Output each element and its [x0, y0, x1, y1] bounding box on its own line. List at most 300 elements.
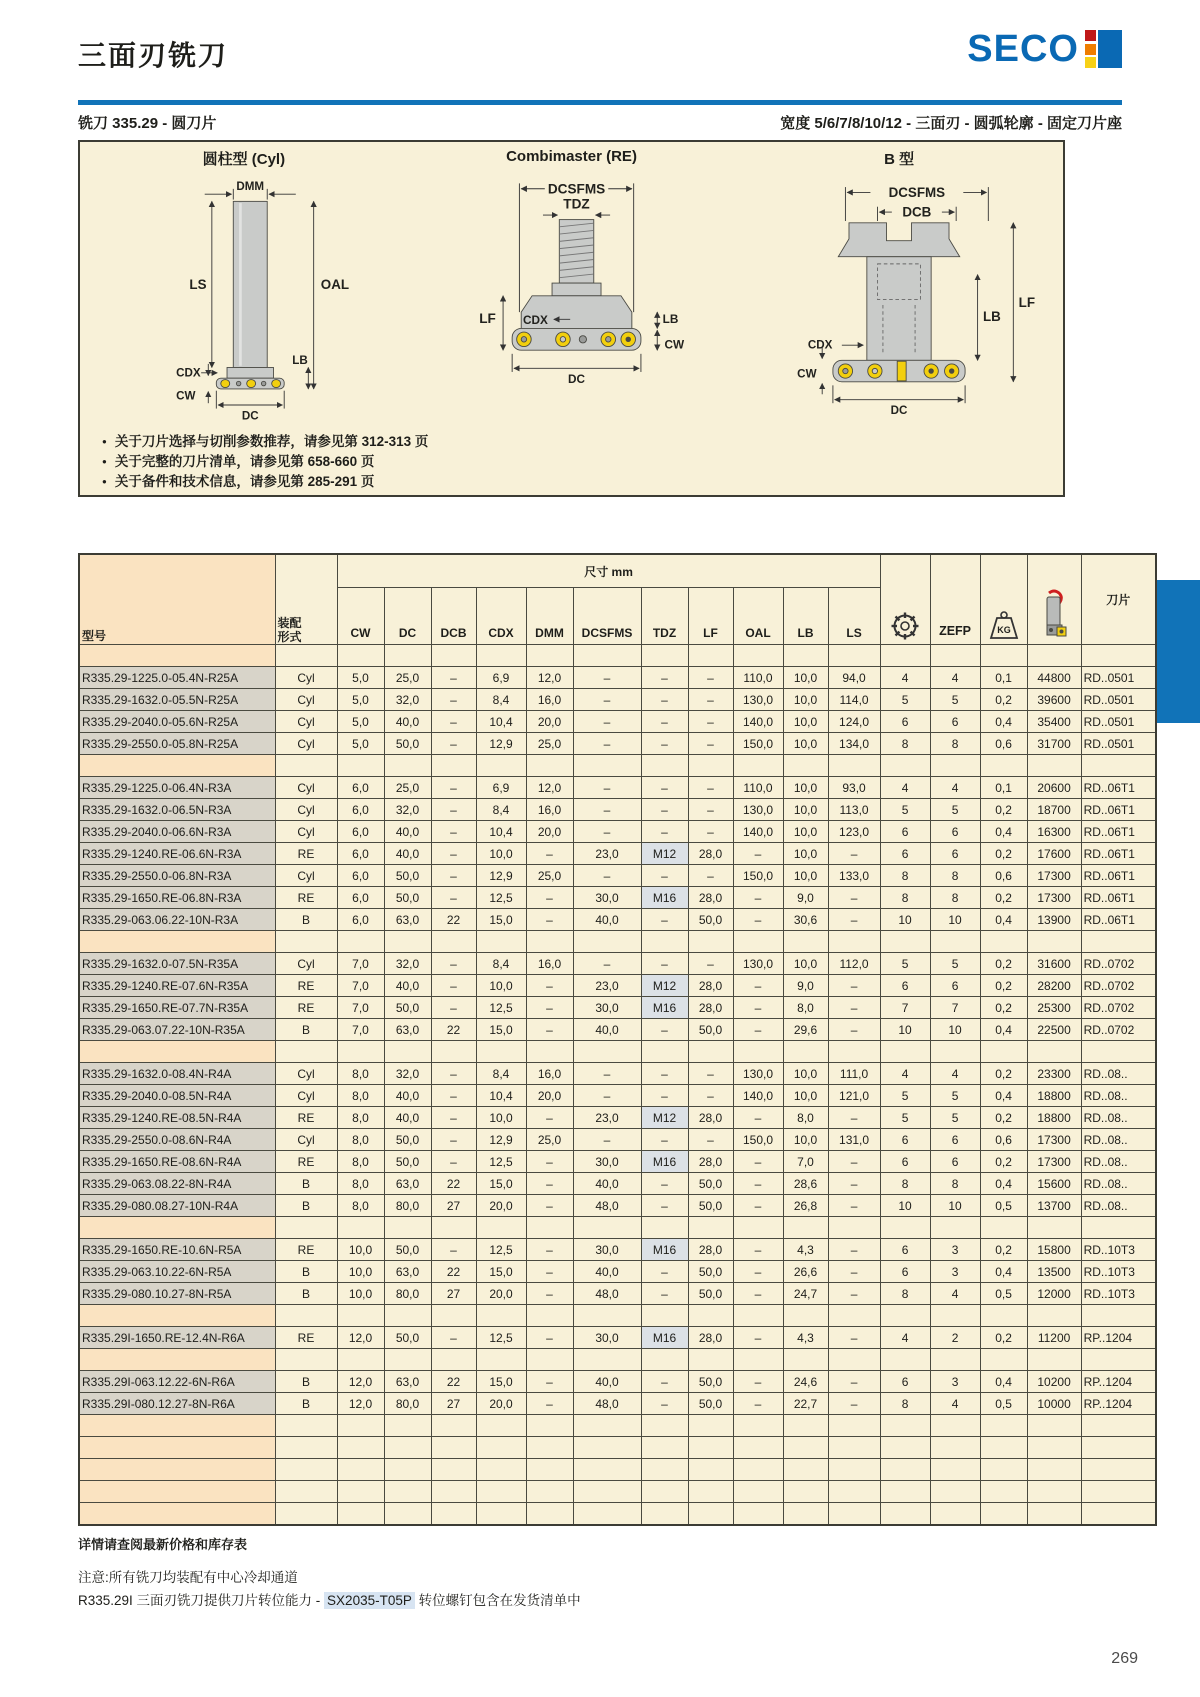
value-cell: 23,0 [573, 843, 641, 865]
value-cell: 20600 [1027, 777, 1081, 799]
value-cell: 27 [431, 1393, 476, 1415]
value-cell: 8,0 [337, 1085, 384, 1107]
value-cell: – [526, 1261, 573, 1283]
thread-size-cell: M16 [641, 1327, 688, 1349]
value-cell: 5 [930, 1085, 980, 1107]
value-cell: – [573, 689, 641, 711]
table-row [79, 1371, 1156, 1393]
value-cell: 0,4 [980, 909, 1027, 931]
value-cell: 3 [930, 1371, 980, 1393]
empty-cell [337, 1041, 384, 1063]
svg-text:CDX: CDX [522, 313, 548, 327]
insert-cell: RD..08.. [1081, 1173, 1156, 1195]
empty-cell [337, 1217, 384, 1239]
value-cell: – [641, 1393, 688, 1415]
value-cell: 130,0 [733, 1063, 783, 1085]
value-cell: 130,0 [733, 953, 783, 975]
table-row [79, 1019, 1156, 1041]
value-cell: 130,0 [733, 799, 783, 821]
value-cell: 24,6 [783, 1371, 828, 1393]
empty-cell [384, 1349, 431, 1371]
insert-cell: RD..10T3 [1081, 1239, 1156, 1261]
value-cell: 0,1 [980, 667, 1027, 689]
empty-cell [733, 1305, 783, 1327]
value-cell: 17300 [1027, 1151, 1081, 1173]
empty-cell [526, 931, 573, 953]
table-row [79, 865, 1156, 887]
value-cell: 12,0 [526, 667, 573, 689]
empty-cell [1081, 1349, 1156, 1371]
logo-blue-square-icon [1098, 30, 1122, 68]
empty-cell [828, 1217, 880, 1239]
value-cell: Cyl [275, 1085, 337, 1107]
value-cell: 8,0 [337, 1173, 384, 1195]
empty-cell [526, 645, 573, 667]
value-cell: – [641, 953, 688, 975]
value-cell: – [828, 997, 880, 1019]
empty-cell [384, 755, 431, 777]
value-cell: – [641, 799, 688, 821]
value-cell: 63,0 [384, 1371, 431, 1393]
empty-cell [733, 1349, 783, 1371]
empty-cell [930, 645, 980, 667]
empty-cell [880, 645, 930, 667]
value-cell: 12,0 [526, 777, 573, 799]
empty-cell [1081, 1217, 1156, 1239]
value-cell: – [526, 1173, 573, 1195]
value-cell: 28,0 [688, 1239, 733, 1261]
value-cell: 23300 [1027, 1063, 1081, 1085]
value-cell: – [573, 1085, 641, 1107]
empty-cell [275, 1305, 337, 1327]
empty-cell [733, 755, 783, 777]
svg-text:CDX: CDX [808, 338, 833, 352]
model-cell: R335.29-2550.0-05.8N-R25A [79, 733, 275, 755]
value-cell: – [688, 953, 733, 975]
value-cell: B [275, 1393, 337, 1415]
empty-cell [828, 1349, 880, 1371]
empty-cell [573, 1415, 641, 1437]
value-cell: 80,0 [384, 1195, 431, 1217]
value-cell: – [641, 1261, 688, 1283]
value-cell: 2 [930, 1327, 980, 1349]
empty-cell [573, 1041, 641, 1063]
page-number: 269 [1111, 1650, 1138, 1667]
spacer-row [79, 1041, 1156, 1063]
empty-cell [641, 1481, 688, 1503]
gear-icon [890, 611, 920, 641]
empty-cell [733, 1503, 783, 1525]
value-cell: 5,0 [337, 689, 384, 711]
svg-text:TDZ: TDZ [562, 196, 590, 212]
value-cell: 0,2 [980, 997, 1027, 1019]
value-cell: – [641, 1195, 688, 1217]
empty-cell [641, 1305, 688, 1327]
value-cell: 16,0 [526, 1063, 573, 1085]
empty-cell [275, 1481, 337, 1503]
empty-cell [79, 1041, 275, 1063]
empty-cell [783, 1459, 828, 1481]
value-cell: 10 [880, 909, 930, 931]
value-cell: 10,0 [783, 799, 828, 821]
diagram-b-type [735, 142, 1063, 430]
value-cell: – [641, 1019, 688, 1041]
svg-text:DMM: DMM [236, 179, 264, 193]
value-cell: 16300 [1027, 821, 1081, 843]
value-cell: 8 [880, 887, 930, 909]
empty-cell [337, 1459, 384, 1481]
logo-red-square-icon [1085, 30, 1096, 41]
empty-cell [431, 1503, 476, 1525]
value-cell: 50,0 [688, 909, 733, 931]
value-cell: 18800 [1027, 1107, 1081, 1129]
model-cell: R335.29-063.06.22-10N-R3A [79, 909, 275, 931]
value-cell: – [641, 1173, 688, 1195]
empty-cell [880, 1503, 930, 1525]
value-cell: 50,0 [384, 997, 431, 1019]
value-cell: 23,0 [573, 1107, 641, 1129]
value-cell: – [733, 1283, 783, 1305]
col-header-teeth [880, 554, 930, 645]
insert-cell: RD..08.. [1081, 1107, 1156, 1129]
empty-cell [880, 755, 930, 777]
empty-cell [980, 1305, 1027, 1327]
thread-size-cell: M12 [641, 843, 688, 865]
value-cell: 7,0 [783, 1151, 828, 1173]
empty-cell [930, 1415, 980, 1437]
value-cell: 5 [930, 953, 980, 975]
model-cell: R335.29-1650.RE-08.6N-R4A [79, 1151, 275, 1173]
value-cell: 110,0 [733, 777, 783, 799]
value-cell: 40,0 [384, 843, 431, 865]
value-cell: 7,0 [337, 975, 384, 997]
empty-cell [783, 1481, 828, 1503]
value-cell: RE [275, 1239, 337, 1261]
coolant-note: 注意:所有铣刀均装配有中心冷却通道 [78, 1570, 298, 1585]
value-cell: 24,7 [783, 1283, 828, 1305]
empty-cell [337, 1437, 384, 1459]
table-row [79, 1173, 1156, 1195]
empty-cell [641, 645, 688, 667]
value-cell: – [641, 733, 688, 755]
header-rule [78, 100, 1122, 105]
empty-cell [1027, 931, 1081, 953]
empty-cell [337, 1503, 384, 1525]
empty-cell [641, 1415, 688, 1437]
value-cell: 10,0 [476, 975, 526, 997]
kg-icon [988, 611, 1020, 641]
empty-cell [526, 755, 573, 777]
value-cell: 4 [930, 667, 980, 689]
value-cell: Cyl [275, 711, 337, 733]
value-cell: 28,0 [688, 887, 733, 909]
insert-cell: RD..0702 [1081, 975, 1156, 997]
svg-text:LB: LB [662, 312, 678, 326]
empty-cell [880, 1305, 930, 1327]
empty-cell [431, 1349, 476, 1371]
value-cell: – [828, 1239, 880, 1261]
empty-cell [880, 1041, 930, 1063]
empty-cell [980, 1415, 1027, 1437]
value-cell: 50,0 [384, 733, 431, 755]
value-cell: 8,4 [476, 689, 526, 711]
model-cell: R335.29-1632.0-07.5N-R35A [79, 953, 275, 975]
empty-cell [688, 645, 733, 667]
value-cell: – [828, 1107, 880, 1129]
value-cell: – [733, 1327, 783, 1349]
value-cell: – [828, 909, 880, 931]
value-cell: B [275, 1019, 337, 1041]
empty-cell [526, 1459, 573, 1481]
empty-cell [431, 755, 476, 777]
value-cell: 6,0 [337, 909, 384, 931]
value-cell: 9,0 [783, 887, 828, 909]
value-cell: RE [275, 887, 337, 909]
value-cell: 10 [930, 1195, 980, 1217]
value-cell: – [688, 1085, 733, 1107]
empty-cell [733, 1459, 783, 1481]
value-cell: 10000 [1027, 1393, 1081, 1415]
svg-text:OAL: OAL [320, 276, 349, 292]
empty-cell [337, 931, 384, 953]
value-cell: 8,0 [337, 1063, 384, 1085]
value-cell: 10,0 [476, 843, 526, 865]
empty-cell [688, 1349, 733, 1371]
empty-cell [275, 645, 337, 667]
value-cell: 35400 [1027, 711, 1081, 733]
insert-cell: RD..08.. [1081, 1085, 1156, 1107]
value-cell: 10200 [1027, 1371, 1081, 1393]
empty-cell [1081, 1415, 1156, 1437]
value-cell: – [733, 909, 783, 931]
spacer-row [79, 1459, 1156, 1481]
value-cell: – [526, 997, 573, 1019]
value-cell: Cyl [275, 667, 337, 689]
value-cell: 8 [930, 865, 980, 887]
empty-cell [1027, 755, 1081, 777]
value-cell: 40,0 [384, 821, 431, 843]
value-cell: 6 [880, 843, 930, 865]
series-subtitle: 铣刀 335.29 - 圆刀片 [78, 115, 217, 132]
value-cell: 0,5 [980, 1393, 1027, 1415]
empty-cell [1027, 1459, 1081, 1481]
value-cell: 6,0 [337, 777, 384, 799]
svg-text:LB: LB [983, 309, 1001, 325]
table-row [79, 667, 1156, 689]
empty-cell [688, 1041, 733, 1063]
diagram-combimaster [408, 142, 736, 430]
empty-cell [384, 1459, 431, 1481]
value-cell: 50,0 [384, 887, 431, 909]
value-cell: 40,0 [573, 1371, 641, 1393]
empty-cell [1027, 1415, 1081, 1437]
value-cell: 0,2 [980, 1063, 1027, 1085]
value-cell: – [733, 975, 783, 997]
value-cell: – [828, 1371, 880, 1393]
empty-cell [337, 1415, 384, 1437]
thread-size-cell: M16 [641, 1151, 688, 1173]
empty-cell [880, 1349, 930, 1371]
value-cell: 6 [880, 821, 930, 843]
value-cell: 15,0 [476, 909, 526, 931]
value-cell: 20,0 [476, 1283, 526, 1305]
model-cell: R335.29-2550.0-08.6N-R4A [79, 1129, 275, 1151]
value-cell: – [688, 777, 733, 799]
empty-cell [980, 1481, 1027, 1503]
model-cell: R335.29-2040.0-05.6N-R25A [79, 711, 275, 733]
value-cell: 17300 [1027, 1129, 1081, 1151]
model-cell: R335.29-1240.RE-08.5N-R4A [79, 1107, 275, 1129]
value-cell: 28,0 [688, 843, 733, 865]
empty-cell [980, 1349, 1027, 1371]
spacer-row [79, 1305, 1156, 1327]
empty-cell [828, 1437, 880, 1459]
value-cell: 50,0 [384, 1151, 431, 1173]
value-cell: 10,0 [783, 821, 828, 843]
value-cell: 8 [880, 733, 930, 755]
value-cell: 80,0 [384, 1283, 431, 1305]
value-cell: Cyl [275, 799, 337, 821]
width-subtitle: 宽度 5/6/7/8/10/12 - 三面刃 - 圆弧轮廓 - 固定刀片座 [780, 115, 1122, 132]
value-cell: 12,0 [337, 1327, 384, 1349]
value-cell: 0,6 [980, 733, 1027, 755]
value-cell: 10,4 [476, 711, 526, 733]
value-cell: 4 [880, 667, 930, 689]
empty-cell [1081, 931, 1156, 953]
empty-cell [880, 931, 930, 953]
value-cell: 0,4 [980, 1019, 1027, 1041]
seco-logo-text: SECO [967, 28, 1079, 70]
table-row [79, 1261, 1156, 1283]
model-cell: R335.29-2040.0-06.6N-R3A [79, 821, 275, 843]
empty-cell [79, 755, 275, 777]
value-cell: – [573, 711, 641, 733]
col-header-dimensions: 尺寸 mm [337, 554, 880, 588]
empty-cell [573, 1305, 641, 1327]
value-cell: 50,0 [384, 1129, 431, 1151]
value-cell: 8,4 [476, 953, 526, 975]
value-cell: 32,0 [384, 689, 431, 711]
empty-cell [641, 931, 688, 953]
value-cell: Cyl [275, 865, 337, 887]
value-cell: 13500 [1027, 1261, 1081, 1283]
empty-cell [337, 1349, 384, 1371]
empty-cell [79, 645, 275, 667]
value-cell: 12,5 [476, 1327, 526, 1349]
value-cell: – [573, 821, 641, 843]
value-cell: 6,9 [476, 777, 526, 799]
value-cell: 63,0 [384, 909, 431, 931]
empty-cell [980, 1041, 1027, 1063]
b-type-cutter-drawing [739, 171, 1059, 430]
value-cell: – [828, 843, 880, 865]
value-cell: 0,4 [980, 711, 1027, 733]
empty-cell [641, 1217, 688, 1239]
empty-cell [476, 1437, 526, 1459]
col-header-mount: 装配 形式 [275, 554, 337, 645]
value-cell: 114,0 [828, 689, 880, 711]
value-cell: 22,7 [783, 1393, 828, 1415]
value-cell: 0,2 [980, 1107, 1027, 1129]
value-cell: 15,0 [476, 1173, 526, 1195]
model-cell: R335.29-1240.RE-06.6N-R3A [79, 843, 275, 865]
col-header-price [1027, 554, 1081, 645]
value-cell: – [688, 1129, 733, 1151]
value-cell: 124,0 [828, 711, 880, 733]
diagram-cyl-title: 圆柱型 (Cyl) [202, 151, 286, 168]
value-cell: 0,4 [980, 821, 1027, 843]
insert-cell: RD..06T1 [1081, 865, 1156, 887]
empty-cell [526, 1305, 573, 1327]
empty-cell [688, 1305, 733, 1327]
value-cell: 50,0 [688, 1261, 733, 1283]
empty-cell [980, 645, 1027, 667]
value-cell: 8,0 [337, 1129, 384, 1151]
empty-cell [688, 1459, 733, 1481]
value-cell: – [431, 1129, 476, 1151]
value-cell: 8 [930, 733, 980, 755]
value-cell: 4 [880, 1327, 930, 1349]
value-cell: 5,0 [337, 667, 384, 689]
value-cell: 5 [880, 1107, 930, 1129]
value-cell: – [526, 1393, 573, 1415]
empty-cell [1081, 1459, 1156, 1481]
empty-cell [783, 645, 828, 667]
value-cell: 63,0 [384, 1261, 431, 1283]
empty-cell [573, 755, 641, 777]
value-cell: 28,0 [688, 997, 733, 1019]
value-cell: 20,0 [526, 821, 573, 843]
empty-cell [573, 1481, 641, 1503]
empty-cell [431, 1459, 476, 1481]
value-cell: 8,0 [783, 997, 828, 1019]
value-cell: – [688, 799, 733, 821]
empty-cell [476, 1503, 526, 1525]
empty-cell [526, 1217, 573, 1239]
value-cell: 30,0 [573, 1327, 641, 1349]
value-cell: 10,0 [783, 689, 828, 711]
insert-cell: RD..10T3 [1081, 1283, 1156, 1305]
value-cell: 0,2 [980, 689, 1027, 711]
value-cell: – [688, 1063, 733, 1085]
value-cell: – [733, 1393, 783, 1415]
value-cell: 25300 [1027, 997, 1081, 1019]
value-cell: 0,4 [980, 1085, 1027, 1107]
empty-cell [275, 755, 337, 777]
value-cell: RE [275, 975, 337, 997]
empty-cell [733, 645, 783, 667]
empty-cell [526, 1041, 573, 1063]
value-cell: Cyl [275, 821, 337, 843]
value-cell: 22 [431, 1019, 476, 1041]
value-cell: 17300 [1027, 865, 1081, 887]
value-cell: 10,0 [783, 1063, 828, 1085]
value-cell: 20,0 [526, 711, 573, 733]
value-cell: – [431, 667, 476, 689]
value-cell: 22 [431, 1371, 476, 1393]
empty-cell [337, 1305, 384, 1327]
value-cell: 32,0 [384, 799, 431, 821]
value-cell: 6 [880, 711, 930, 733]
value-cell: – [431, 975, 476, 997]
value-cell: – [431, 777, 476, 799]
empty-cell [337, 645, 384, 667]
value-cell: 50,0 [688, 1283, 733, 1305]
value-cell: 10,0 [783, 1129, 828, 1151]
insert-cell: RP..1204 [1081, 1393, 1156, 1415]
value-cell: B [275, 1195, 337, 1217]
value-cell: 27 [431, 1195, 476, 1217]
